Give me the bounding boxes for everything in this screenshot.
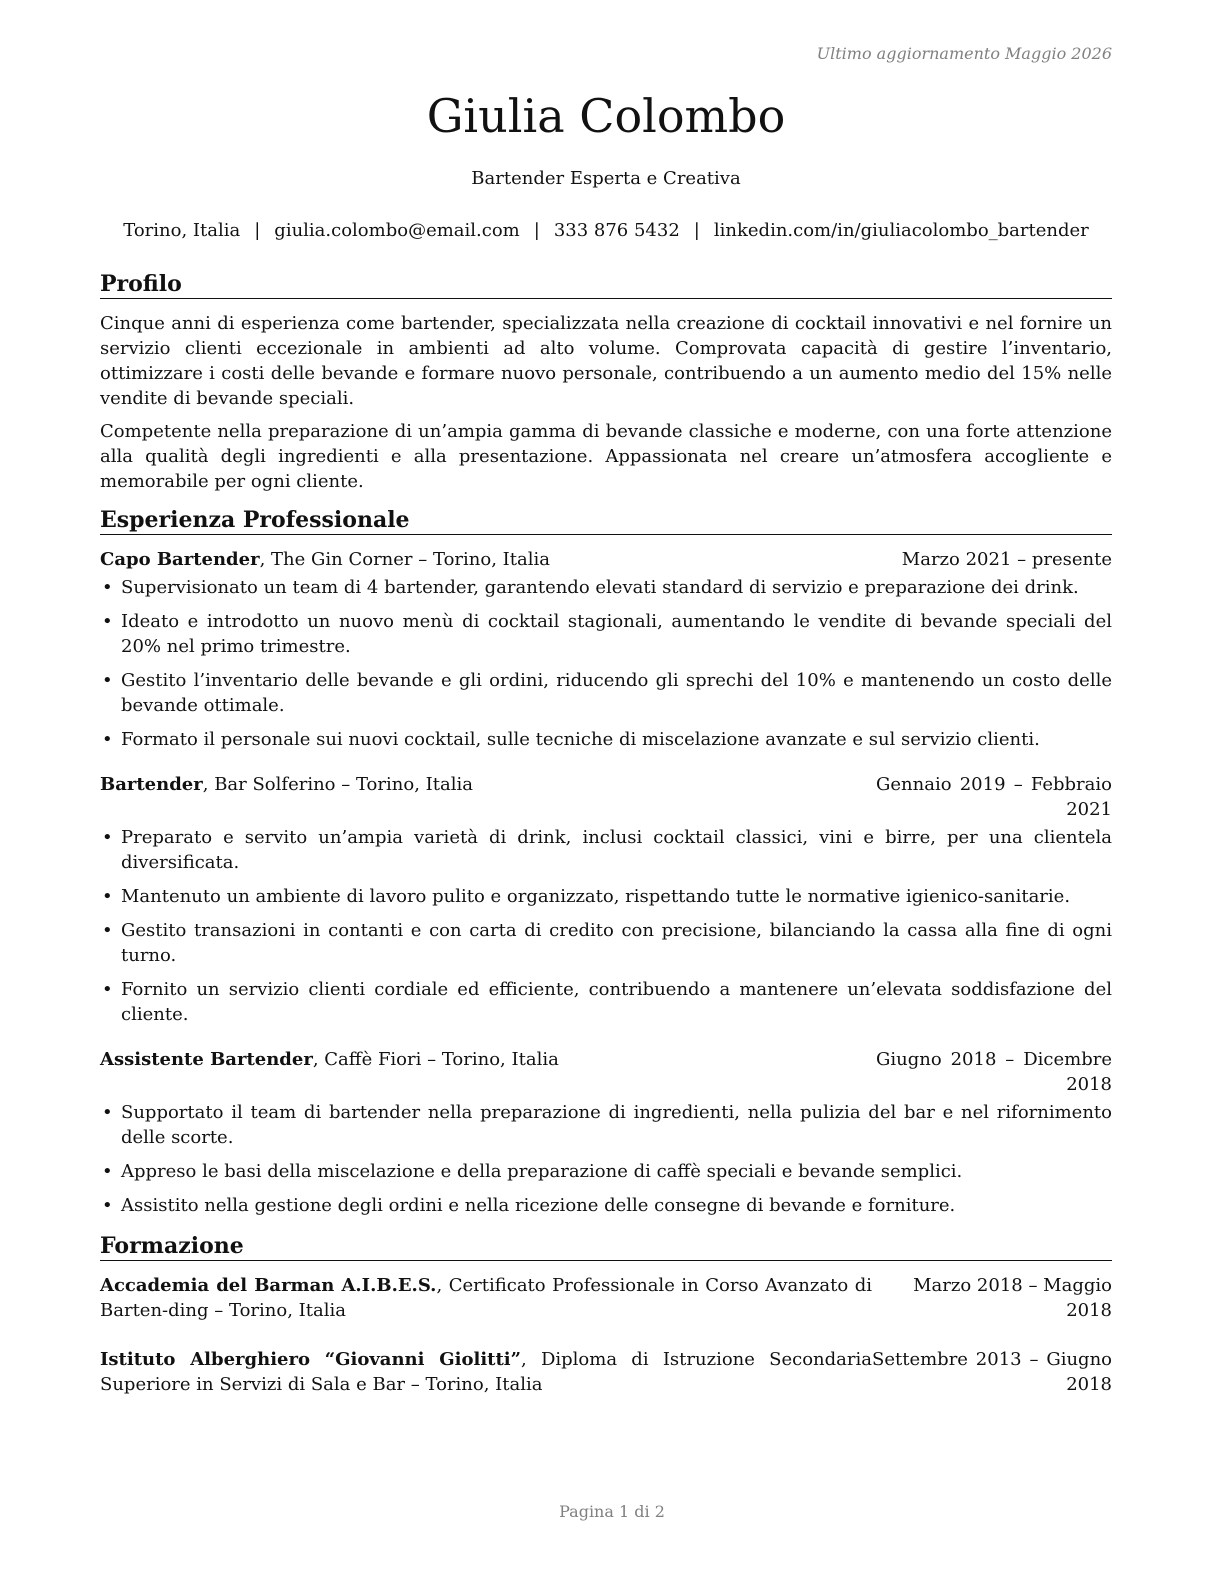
job-dates: Giugno 2018 – Dicembre 2018	[876, 1049, 1112, 1095]
education-school: Istituto Alberghiero “Giovanni Giolitti”	[100, 1349, 521, 1370]
contact-separator: |	[693, 220, 700, 241]
list-item: • Gestito transazioni in contanti e con carta di credito con precisione, bilanciando la cassa alla fine di ogni turno.	[100, 918, 1112, 968]
contact-linkedin[interactable]: linkedin.com/in/giuliacolombo_bartender	[713, 220, 1089, 241]
job-role: Capo Bartender	[100, 549, 260, 570]
list-item: • Assistito nella gestione degli ordini e nella ricezione delle consegne di bevande e forniture.	[100, 1193, 1112, 1218]
job-bullets	[100, 825, 1112, 1027]
job-place: , The Gin Corner – Torino, Italia	[259, 549, 550, 570]
contact-phone[interactable]: 333 876 5432	[553, 220, 680, 241]
list-item: • Formato il personale sui nuovi cocktail, sulle tecniche di miscelazione avanzate e sul servizio clienti.	[100, 727, 1112, 752]
job-entry	[100, 772, 1112, 1027]
education-detail: , Certificato Professionale in Corso Avanzato di Barten-ding – Torino, Italia	[100, 1275, 872, 1321]
list-item: • Ideato e introdotto un nuovo menù di cocktail stagionali, aumentando le vendite di bevande speciali del 20% nel primo trimestre.	[100, 609, 1112, 659]
job-dates: Marzo 2021 – presente	[901, 549, 1112, 570]
contact-location: Torino, Italia	[123, 220, 241, 241]
job-header	[100, 772, 1112, 822]
job-bullets	[100, 1100, 1112, 1218]
list-item: • Gestito l’inventario delle bevande e gli ordini, riducendo gli sprechi del 10% e mantenendo un costo delle bevande ottimale.	[100, 668, 1112, 718]
resume-content	[100, 270, 1112, 1421]
list-item: • Supportato il team di bartender nella preparazione di ingredienti, nella pulizia del bar e nel rifornimento delle scorte.	[100, 1100, 1112, 1150]
job-title-line	[100, 1047, 876, 1072]
job-title-line	[100, 772, 876, 797]
list-item: • Fornito un servizio clienti cordiale ed efficiente, contribuendo a mantenere un’elevata soddisfazione del cliente.	[100, 977, 1112, 1027]
job-entry	[100, 547, 1112, 752]
last-updated: Ultimo aggiornamento Maggio 2026	[816, 44, 1112, 63]
candidate-subtitle: Bartender Esperta e Creativa	[471, 168, 741, 189]
job-role: Assistente Bartender	[100, 1049, 313, 1070]
list-item: • Supervisionato un team di 4 bartender, garantendo elevati standard di servizio e preparazione dei drink.	[100, 575, 1112, 600]
contact-separator: |	[254, 220, 261, 241]
job-bullets	[100, 575, 1112, 752]
job-title-line	[100, 547, 872, 572]
profile-section	[100, 270, 1112, 494]
contact-email[interactable]: giulia.colombo@email.com	[274, 220, 520, 241]
section-heading: Profilo	[100, 270, 1112, 299]
candidate-name: Giulia Colombo	[426, 89, 786, 143]
contact-separator: |	[533, 220, 540, 241]
profile-paragraph: Cinque anni di esperienza come bartender, specializzata nella creazione di cocktail innovativi e nel fornire un servizio clienti eccezionale in ambienti ad alto volume. Comprovata capacità di gestire l’inventario, ottimizzare i costi delle bevande e formare nuovo personale, contribuendo a un aumento medio del 15% nelle vendite di bevande speciali.	[100, 313, 1112, 409]
education-dates: Settembre 2013 – Giugno 2018	[872, 1349, 1112, 1395]
job-place: , Caffè Fiori – Torino, Italia	[312, 1049, 559, 1070]
job-header	[100, 547, 1112, 572]
job-entry	[100, 1047, 1112, 1218]
education-dates: Marzo 2018 – Maggio 2018	[913, 1275, 1112, 1321]
education-entry	[100, 1273, 1112, 1323]
section-heading: Esperienza Professionale	[100, 506, 1112, 535]
list-item: • Mantenuto un ambiente di lavoro pulito e organizzato, rispettando tutte le normative igienico-sanitarie.	[100, 884, 1112, 909]
list-item: • Preparato e servito un’ampia varietà di drink, inclusi cocktail classici, vini e birre, per una clientela diversificata.	[100, 825, 1112, 875]
contact-line	[100, 219, 1112, 243]
job-dates: Gennaio 2019 – Febbraio 2021	[876, 774, 1112, 820]
education-school: Accademia del Barman A.I.B.E.S.	[100, 1275, 437, 1296]
job-role: Bartender	[100, 774, 203, 795]
education-entry	[100, 1347, 1112, 1397]
education-section	[100, 1232, 1112, 1397]
education-title-line	[100, 1273, 872, 1323]
list-item: • Appreso le basi della miscelazione e della preparazione di caffè speciali e bevande semplici.	[100, 1159, 1112, 1184]
job-header	[100, 1047, 1112, 1097]
section-heading: Formazione	[100, 1232, 1112, 1261]
job-place: , Bar Solferino – Torino, Italia	[202, 774, 473, 795]
education-title-line	[100, 1347, 872, 1397]
education-detail: , Diploma di Istruzione Secondaria Superiore in Servizi di Sala e Bar – Torino, Italia	[100, 1349, 872, 1395]
profile-paragraph: Competente nella preparazione di un’ampia gamma di bevande classiche e moderne, con una forte attenzione alla qualità degli ingredienti e alla presentazione. Appassionata nel creare un’atmosfera accogliente e memorabile per ogni cliente.	[100, 421, 1112, 492]
page-number: Pagina 1 di 2	[559, 1502, 665, 1521]
experience-section	[100, 506, 1112, 1218]
